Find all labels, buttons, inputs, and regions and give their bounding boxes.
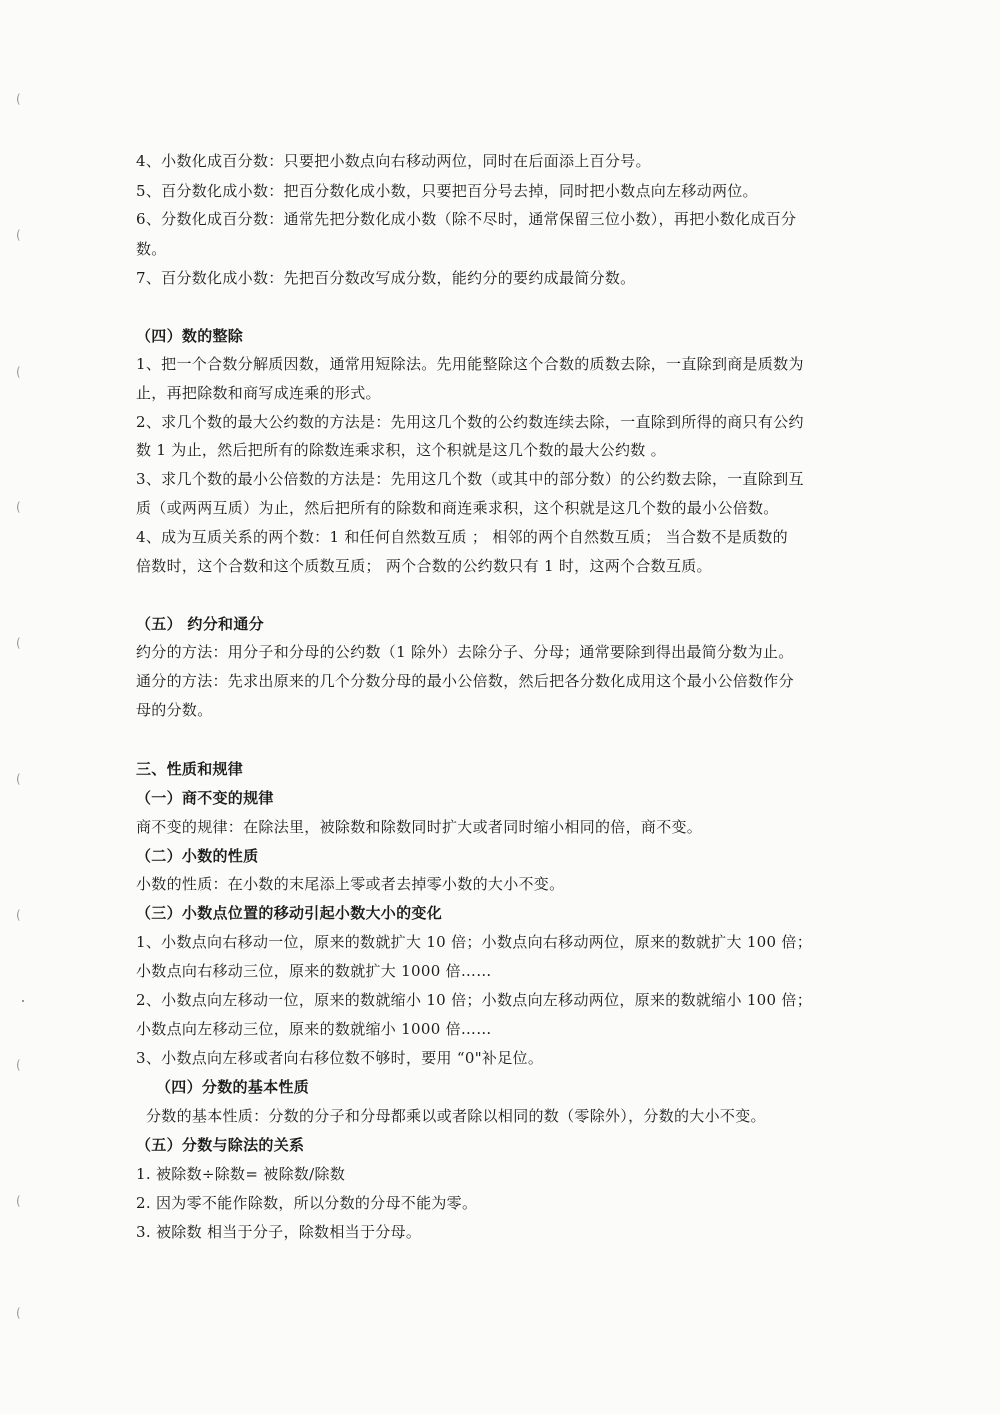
text-line-conversion-4: 4、小数化成百分数：只要把小数点向右移动两位，同时在后面添上百分号。 bbox=[136, 152, 651, 170]
text-line-conversion-6b: 数。 bbox=[136, 240, 167, 258]
text-line-common-denom-b: 母的分数。 bbox=[136, 701, 213, 719]
binding-mark: ( bbox=[16, 1058, 21, 1072]
binding-mark: ( bbox=[16, 1306, 21, 1320]
text-line-div-3a: 3、求几个数的最小公倍数的方法是：先用这几个数（或其中的部分数）的公约数去除，一直除到互 bbox=[136, 470, 804, 488]
scan-speck bbox=[22, 1000, 24, 1002]
text-line-div-1b: 止，再把除数和商写成连乘的形式。 bbox=[136, 384, 381, 402]
text-line-point-2a: 2、小数点向左移动一位，原来的数就缩小 10 倍；小数点向左移动两位，原来的数就缩小 100 倍； bbox=[136, 991, 813, 1009]
text-line-div-2a: 2、求几个数的最大公约数的方法是：先用这几个数的公约数连续去除，一直除到所得的商只有公约 bbox=[136, 413, 804, 431]
text-line-div-1a: 1、把一个合数分解质因数，通常用短除法。先用能整除这个合数的质数去除，一直除到商是质数为 bbox=[136, 355, 804, 373]
binding-mark: ( bbox=[16, 500, 21, 514]
section-heading-decimal-point: （三）小数点位置的移动引起小数大小的变化 bbox=[136, 904, 443, 922]
text-line-quotient: 商不变的规律：在除法里，被除数和除数同时扩大或者同时缩小相同的倍，商不变。 bbox=[136, 818, 703, 836]
binding-mark: ( bbox=[16, 228, 21, 242]
text-line-reduce: 约分的方法：用分子和分母的公约数（1 除外）去除分子、分母；通常要除到得出最简分数为止。 bbox=[136, 643, 794, 661]
text-line-conversion-6a: 6、分数化成百分数：通常先把分数化成小数（除不尽时，通常保留三位小数），再把小数化成百分 bbox=[136, 210, 797, 228]
text-line-point-1b: 小数点向右移动三位，原来的数就扩大 1000 倍…… bbox=[136, 962, 492, 980]
text-line-div-4b: 倍数时，这个合数和这个质数互质； 两个合数的公约数只有 1 时，这两个合数互质。 bbox=[136, 557, 712, 575]
text-line-common-denom-a: 通分的方法：先求出原来的几个分数分母的最小公倍数，然后把各分数化成用这个最小公倍数作分 bbox=[136, 672, 794, 690]
text-line-point-3: 3、小数点向左移或者向右移位数不够时，要用 “0"补足位。 bbox=[136, 1049, 544, 1067]
section-heading-decimal-property: （二）小数的性质 bbox=[136, 847, 259, 865]
binding-mark: ( bbox=[16, 365, 21, 379]
section-heading-reduction: （五） 约分和通分 bbox=[136, 615, 264, 633]
text-line-div-4a: 4、成为互质关系的两个数：1 和任何自然数互质 ； 相邻的两个自然数互质； 当合数不是质数的 bbox=[136, 528, 788, 546]
text-line-decimal-property: 小数的性质：在小数的末尾添上零或者去掉零小数的大小不变。 bbox=[136, 875, 565, 893]
binding-mark: ( bbox=[16, 636, 21, 650]
section-heading-fraction-property: （四）分数的基本性质 bbox=[156, 1078, 310, 1096]
section-heading-quotient: （一）商不变的规律 bbox=[136, 789, 274, 807]
part-heading-properties: 三、性质和规律 bbox=[136, 760, 244, 778]
text-line-conversion-7: 7、百分数化成小数：先把百分数改写成分数，能约分的要约成最简分数。 bbox=[136, 269, 636, 287]
text-line-fd-3: 3. 被除数 相当于分子，除数相当于分母。 bbox=[136, 1223, 422, 1241]
text-line-fd-2: 2. 因为零不能作除数，所以分数的分母不能为零。 bbox=[136, 1194, 478, 1212]
text-line-fraction-property: 分数的基本性质：分数的分子和分母都乘以或者除以相同的数（零除外），分数的大小不变。 bbox=[146, 1107, 766, 1125]
text-line-conversion-5: 5、百分数化成小数：把百分数化成小数，只要把百分号去掉，同时把小数点向左移动两位。 bbox=[136, 182, 758, 200]
section-heading-divisibility: （四）数的整除 bbox=[136, 327, 244, 345]
text-line-point-2b: 小数点向左移动三位，原来的数就缩小 1000 倍…… bbox=[136, 1020, 492, 1038]
binding-mark: ( bbox=[16, 1194, 21, 1208]
text-line-div-3b: 质（或两两互质）为止，然后把所有的除数和商连乘求积，这个积就是这几个数的最小公倍数。 bbox=[136, 499, 779, 517]
section-heading-fraction-division: （五）分数与除法的关系 bbox=[136, 1136, 305, 1154]
binding-mark: ( bbox=[16, 908, 21, 922]
text-line-point-1a: 1、小数点向右移动一位，原来的数就扩大 10 倍；小数点向右移动两位，原来的数就扩大 100 倍； bbox=[136, 933, 813, 951]
binding-mark: ( bbox=[16, 92, 21, 106]
binding-mark: ( bbox=[16, 772, 21, 786]
text-line-div-2b: 数 1 为止，然后把所有的除数连乘求积，这个积就是这几个数的最大公约数 。 bbox=[136, 441, 666, 459]
text-line-fd-1: 1. 被除数÷除数= 被除数/除数 bbox=[136, 1165, 346, 1183]
